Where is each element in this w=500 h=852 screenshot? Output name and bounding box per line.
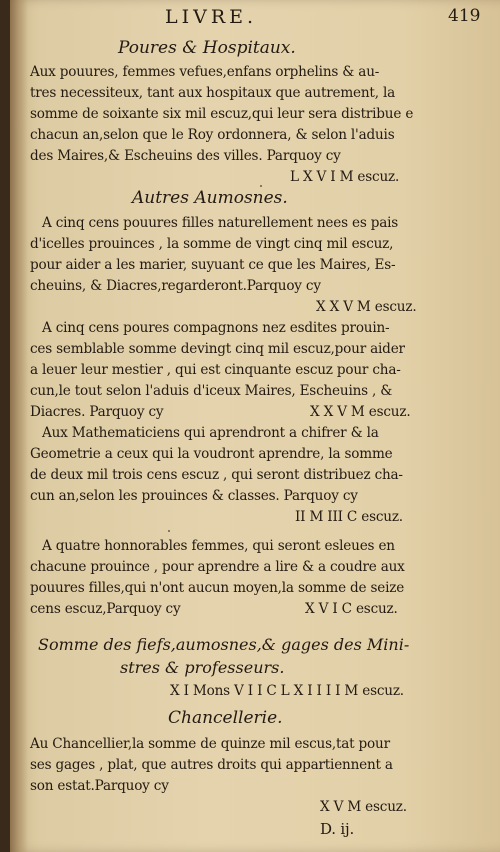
text-line: d'icelles prouinces , la somme de vingt cinq mil escuz, xyxy=(30,236,394,252)
entry-total: X X V M escuz. xyxy=(316,299,417,315)
page-number: 419 xyxy=(448,6,481,26)
text-line: pouures filles,qui n'ont aucun moyen,la somme de seize xyxy=(30,580,405,596)
entry-total: X V I C escuz. xyxy=(305,601,398,617)
gutter-shadow xyxy=(10,0,28,852)
text-line: son estat.Parquoy cy xyxy=(30,778,169,794)
text-line: cun an,selon les prouinces & classes. Parquoy cy xyxy=(30,488,358,504)
text-line: a leuer leur mestier , qui est cinquante escuz pour cha- xyxy=(30,362,401,378)
text-line: A quatre honnorables femmes, qui seront esleues en xyxy=(42,538,395,554)
signature-mark: D. ij. xyxy=(320,820,355,838)
text-line: somme de soixante six mil escuz,qui leur sera distribue e xyxy=(30,106,414,122)
text-line: cun,le tout selon l'aduis d'iceux Maires, Escheuins , & xyxy=(30,383,393,399)
text-line: Au Chancellier,la somme de quinze mil escus,tat pour xyxy=(30,736,390,752)
entry-total: L X V I M escuz. xyxy=(290,169,400,185)
section-heading: Poures & Hospitaux. xyxy=(118,38,296,58)
entry-total: II M III C escuz. xyxy=(295,509,403,525)
ink-speck xyxy=(260,185,262,187)
text-line: pour aider a les marier, suyuant ce que les Maires, Es- xyxy=(30,257,396,273)
section-heading: Chancellerie. xyxy=(168,708,283,728)
section-heading: Somme des fiefs,aumosnes,& gages des Mini- xyxy=(38,635,410,654)
section-heading: stres & professeurs. xyxy=(120,658,285,677)
ink-speck xyxy=(168,530,170,532)
text-line: cens escuz,Parquoy cy xyxy=(30,601,181,617)
text-line: Aux Mathematiciens qui aprendront a chifrer & la xyxy=(42,425,379,441)
text-line: cheuins, & Diacres,regarderont.Parquoy cy xyxy=(30,278,321,294)
section-heading: Autres Aumosnes. xyxy=(132,188,288,208)
entry-total: X I Mons V I I C L X I I I I M escuz. xyxy=(170,683,404,699)
text-line: des Maires,& Escheuins des villes. Parquoy cy xyxy=(30,148,341,164)
text-line: ces semblable somme devingt cinq mil escuz,pour aider xyxy=(30,341,405,357)
text-line: Diacres. Parquoy cy xyxy=(30,404,164,420)
running-title: LIVRE. xyxy=(165,6,258,28)
text-line: Geometrie a ceux qui la voudront aprendre, la somme xyxy=(30,446,393,462)
text-line: chacun an,selon que le Roy ordonnera, & selon l'aduis xyxy=(30,127,395,143)
text-line: A cinq cens poures compagnons nez esdites prouin- xyxy=(42,320,390,336)
text-line: de deux mil trois cens escuz , qui seront distribuez cha- xyxy=(30,467,403,483)
text-line: chacune prouince , pour aprendre a lire & a coudre aux xyxy=(30,559,405,575)
entry-total: X X V M escuz. xyxy=(310,404,411,420)
text-line: ses gages , plat, que autres droits qui appartiennent a xyxy=(30,757,393,773)
entry-total: X V M escuz. xyxy=(320,799,407,815)
book-page xyxy=(10,0,500,852)
text-line: A cinq cens pouures filles naturellement nees es pais xyxy=(42,215,399,231)
text-line: Aux pouures, femmes vefues,enfans orphelins & au- xyxy=(30,64,380,80)
text-line: tres necessiteux, tant aux hospitaux que autrement, la xyxy=(30,85,395,101)
